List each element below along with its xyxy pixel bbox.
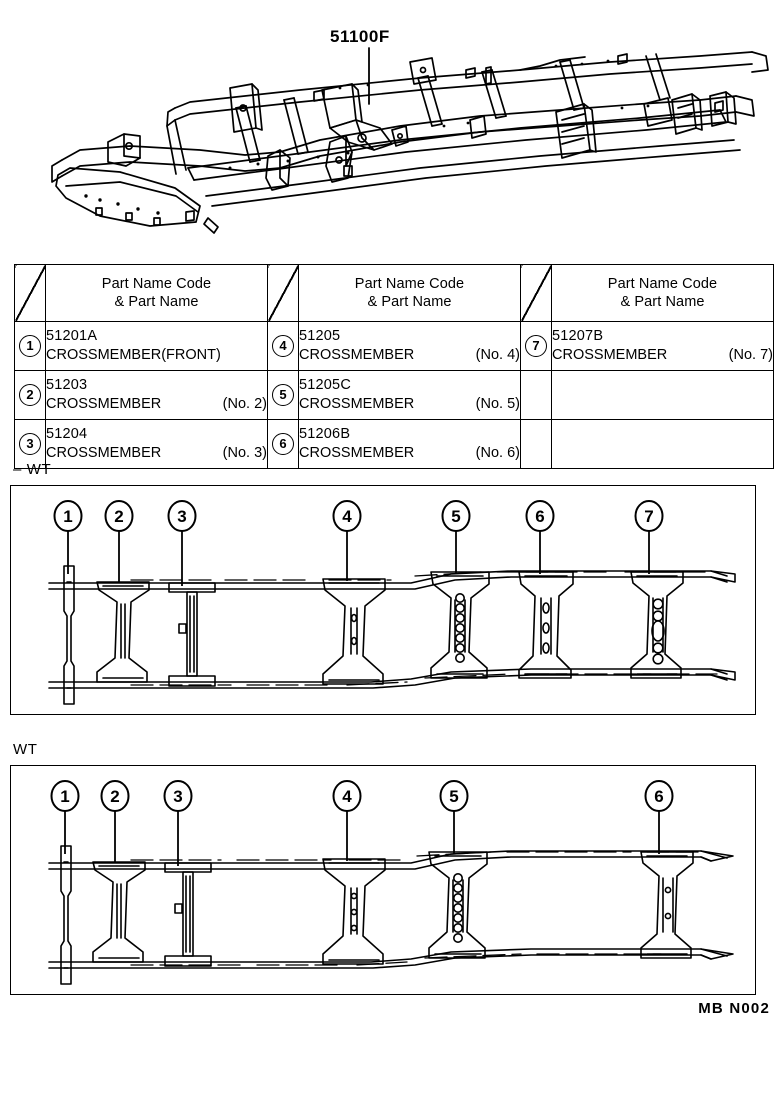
part-code: 51205	[299, 328, 341, 345]
callout-1	[52, 781, 79, 854]
header-line-2: & Part Name	[114, 294, 199, 310]
part-info-cell	[46, 371, 268, 420]
header-part-name-code-3	[552, 265, 774, 322]
part-name-row	[46, 346, 267, 365]
diagram-panel-wt	[10, 765, 756, 995]
part-name: CROSSMEMBER	[299, 396, 415, 412]
part-info-cell	[299, 420, 521, 469]
table-row	[15, 322, 774, 371]
part-code: 51205C	[299, 377, 351, 394]
callout-7	[636, 501, 663, 574]
part-info-cell	[46, 420, 268, 469]
row-number-cell	[268, 420, 299, 469]
part-code: 51204	[46, 426, 88, 443]
svg-text:4: 4	[342, 507, 352, 526]
row-number-cell	[268, 322, 299, 371]
table-header-row	[15, 265, 774, 322]
part-name-suffix: (No. 2)	[222, 396, 267, 412]
table-row	[15, 371, 774, 420]
part-code: 51201A	[46, 328, 98, 345]
part-info-cell	[552, 322, 774, 371]
part-name: CROSSMEMBER(FRONT)	[46, 347, 221, 363]
svg-text:2: 2	[110, 787, 120, 806]
callout-3	[169, 501, 196, 586]
callout-6	[646, 781, 673, 854]
part-name: CROSSMEMBER	[299, 347, 415, 363]
svg-text:5: 5	[449, 787, 459, 806]
callout-number: 1	[19, 335, 41, 357]
part-name-suffix: (No. 5)	[475, 396, 520, 412]
row-number-cell	[521, 322, 552, 371]
parts-table-container	[14, 264, 773, 469]
row-number-cell	[15, 371, 46, 420]
part-name-suffix: (No. 7)	[728, 347, 773, 363]
part-name-suffix: (No. 3)	[222, 445, 267, 461]
part-name-suffix: (No. 4)	[475, 347, 520, 363]
svg-text:1: 1	[60, 787, 70, 806]
row-number-cell	[15, 322, 46, 371]
part-name-row	[299, 346, 520, 365]
part-info-cell	[299, 322, 521, 371]
part-name-row	[299, 395, 520, 414]
part-code: 51207B	[552, 328, 604, 345]
part-info-cell-empty	[552, 371, 774, 420]
row-number-cell-empty	[521, 420, 552, 469]
callout-number: 6	[272, 433, 294, 455]
part-name: CROSSMEMBER	[46, 445, 162, 461]
callout-group-non-wt	[55, 501, 663, 586]
callout-2	[102, 781, 129, 862]
part-code: 51203	[46, 377, 88, 394]
svg-text:5: 5	[451, 507, 461, 526]
part-info-cell	[299, 371, 521, 420]
callout-number: 3	[19, 433, 41, 455]
frame-plan-view-wt	[11, 766, 755, 994]
header-line-1: Part Name Code	[101, 275, 212, 292]
part-name: CROSSMEMBER	[46, 396, 162, 412]
part-name-suffix: (No. 6)	[475, 445, 520, 461]
part-name: CROSSMEMBER	[552, 347, 668, 363]
section-label-non-wt: – WT	[13, 461, 52, 478]
svg-text:6: 6	[535, 507, 545, 526]
frame-illustration	[0, 0, 784, 250]
header-line-2: & Part Name	[620, 294, 705, 310]
callout-3	[165, 781, 192, 866]
header-diagonal-cell-1	[15, 265, 46, 322]
callout-4	[334, 781, 361, 861]
header-part-name-code-2	[299, 265, 521, 322]
header-diagonal-cell-3	[521, 265, 552, 322]
part-name-row	[46, 444, 267, 463]
header-line-1: Part Name Code	[607, 275, 718, 292]
svg-text:1: 1	[63, 507, 73, 526]
svg-text:4: 4	[342, 787, 352, 806]
callout-group-wt	[52, 781, 673, 866]
footer-reference-code: MB N002	[698, 1000, 770, 1017]
callout-number: 4	[272, 335, 294, 357]
section-label-wt: WT	[13, 741, 38, 758]
callout-2	[106, 501, 133, 582]
header-line-1: Part Name Code	[354, 275, 465, 292]
svg-text:2: 2	[114, 507, 124, 526]
callout-number: 7	[525, 335, 547, 357]
table-row	[15, 420, 774, 469]
svg-text:3: 3	[173, 787, 183, 806]
svg-text:7: 7	[644, 507, 654, 526]
part-info-cell	[46, 322, 268, 371]
diagram-panel-non-wt	[10, 485, 756, 715]
part-name-row	[552, 346, 773, 365]
part-name: CROSSMEMBER	[299, 445, 415, 461]
part-info-cell-empty	[552, 420, 774, 469]
callout-6	[527, 501, 554, 574]
header-line-2: & Part Name	[367, 294, 452, 310]
part-code: 51206B	[299, 426, 351, 443]
svg-text:3: 3	[177, 507, 187, 526]
callout-5	[443, 501, 470, 574]
callout-1	[55, 501, 82, 574]
header-diagonal-cell-2	[268, 265, 299, 322]
part-name-row	[46, 395, 267, 414]
part-name-row	[299, 444, 520, 463]
callout-4	[334, 501, 361, 581]
callout-number: 2	[19, 384, 41, 406]
main-part-number-label: 51100F	[330, 27, 390, 46]
row-number-cell-empty	[521, 371, 552, 420]
row-number-cell	[268, 371, 299, 420]
header-part-name-code-1	[46, 265, 268, 322]
parts-table	[14, 264, 774, 469]
callout-5	[441, 781, 468, 854]
callout-number: 5	[272, 384, 294, 406]
svg-text:6: 6	[654, 787, 664, 806]
frame-plan-view-non-wt	[11, 486, 755, 714]
